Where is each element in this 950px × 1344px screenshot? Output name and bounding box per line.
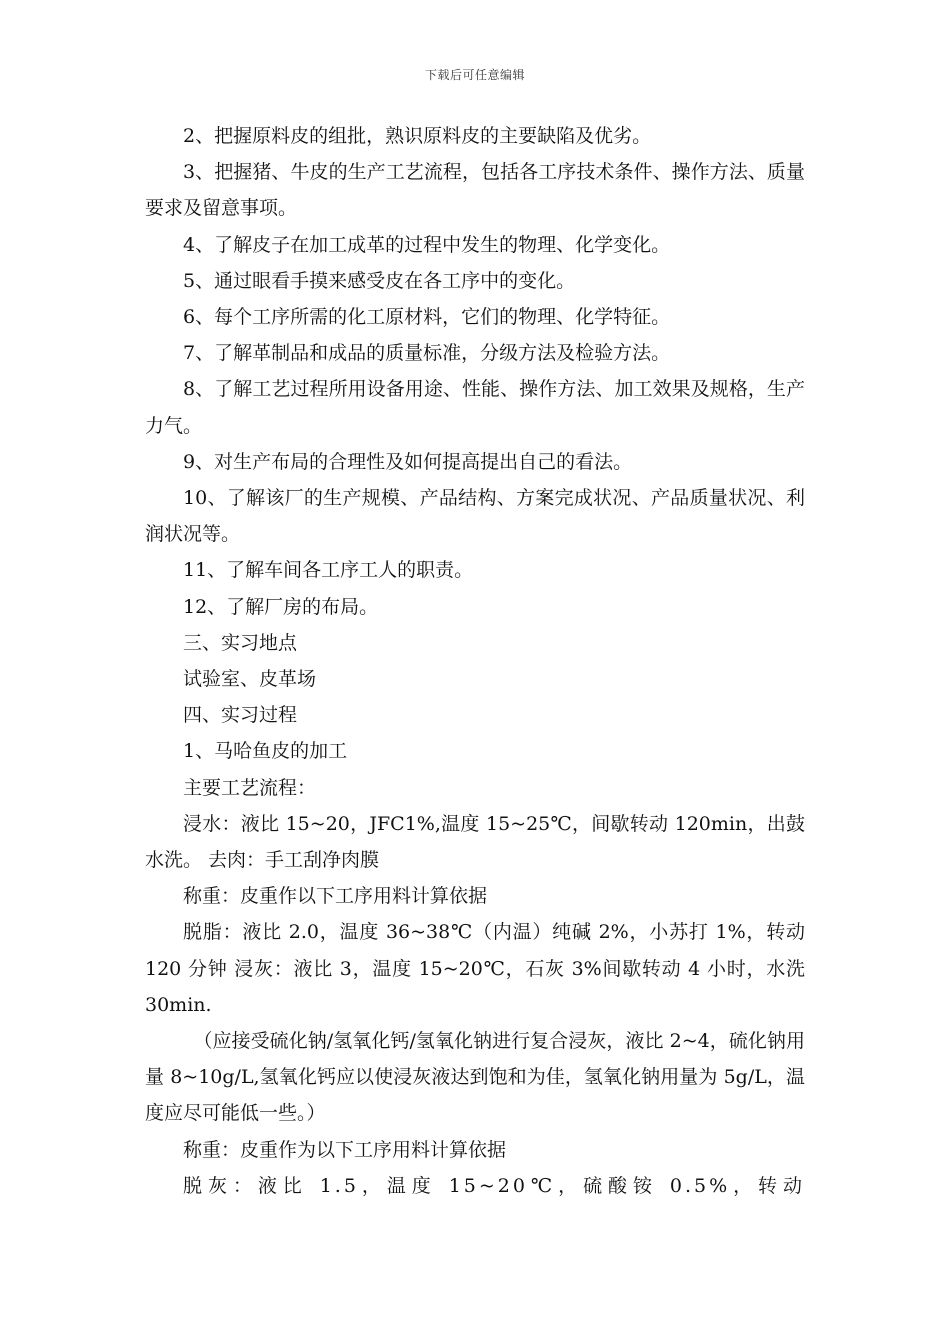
paragraph-item-5: 5、通过眼看手摸来感受皮在各工序中的变化。 — [183, 269, 576, 292]
paragraph-item-7: 7、了解革制品和成品的质量标准，分级方法及检验方法。 — [183, 342, 671, 365]
step-deliming: 脱灰：液比 1.5，温度 15~20℃，硫酸铵 0.5%，转动 — [183, 1174, 805, 1197]
process-flow-label: 主要工艺流程： — [183, 776, 317, 799]
paragraph-item-3: 3、把握猪、牛皮的生产工艺流程，包括各工序技术条件、操作方法、质量要求及留意事项。 — [145, 161, 805, 220]
paragraph-item-10: 10、了解该厂的生产规模、产品结构、方案完成状况、产品质量状况、利润状况等。 — [145, 487, 805, 546]
paragraph-item-9: 9、对生产布局的合理性及如何提高提出自己的看法。 — [183, 450, 633, 473]
step-soaking: 浸水：液比 15~20，JFC1%,温度 15~25℃，间歇转动 120min，出鼓水洗。 去肉：手工刮净肉膜 — [145, 812, 805, 872]
section-heading-location: 三、实习地点 — [183, 631, 298, 654]
document-body — [145, 118, 805, 1204]
paragraph-item-6: 6、每个工序所需的化工原材料，它们的物理、化学特征。 — [183, 306, 671, 329]
paragraph-item-2: 2、把握原料皮的组批，熟识原料皮的主要缺陷及优劣。 — [183, 125, 652, 147]
step-weighing-2: 称重：皮重作为以下工序用料计算依据 — [183, 1138, 507, 1161]
step-weighing-1: 称重：皮重作以下工序用料计算依据 — [183, 885, 488, 908]
location-text: 试验室、皮革场 — [183, 668, 317, 691]
step-degreasing: 脱脂：液比 2.0，温度 36~38℃（内温）纯碱 2%，小苏打 1%，转动 120 分钟 浸灰：液比 3，温度 15~20℃，石灰 3%间歇转动 4 小时，水洗 30min. — [145, 921, 805, 1016]
paragraph-item-11: 11、了解车间各工序工人的职责。 — [183, 559, 474, 582]
subheading-fish-skin: 1、马哈鱼皮的加工 — [183, 740, 348, 763]
note-liming: （应接受硫化钠/氢氧化钙/氢氧化钠进行复合浸灰，液比 2~4，硫化钠用量 8~10g/L,氢氧化钙应以使浸灰液达到饱和为佳，氢氧化钠用量为 5g/L，温度应尽可能低一些。） — [145, 1030, 805, 1125]
paragraph-item-8: 8、了解工艺过程所用设备用途、性能、操作方法、加工效果及规格，生产力气。 — [145, 378, 805, 437]
section-heading-process: 四、实习过程 — [183, 704, 298, 727]
header-note: 下载后可任意编辑 — [424, 68, 525, 82]
paragraph-item-4: 4、了解皮子在加工成革的过程中发生的物理、化学变化。 — [183, 233, 671, 256]
paragraph-item-12: 12、了解厂房的布局。 — [183, 595, 379, 618]
